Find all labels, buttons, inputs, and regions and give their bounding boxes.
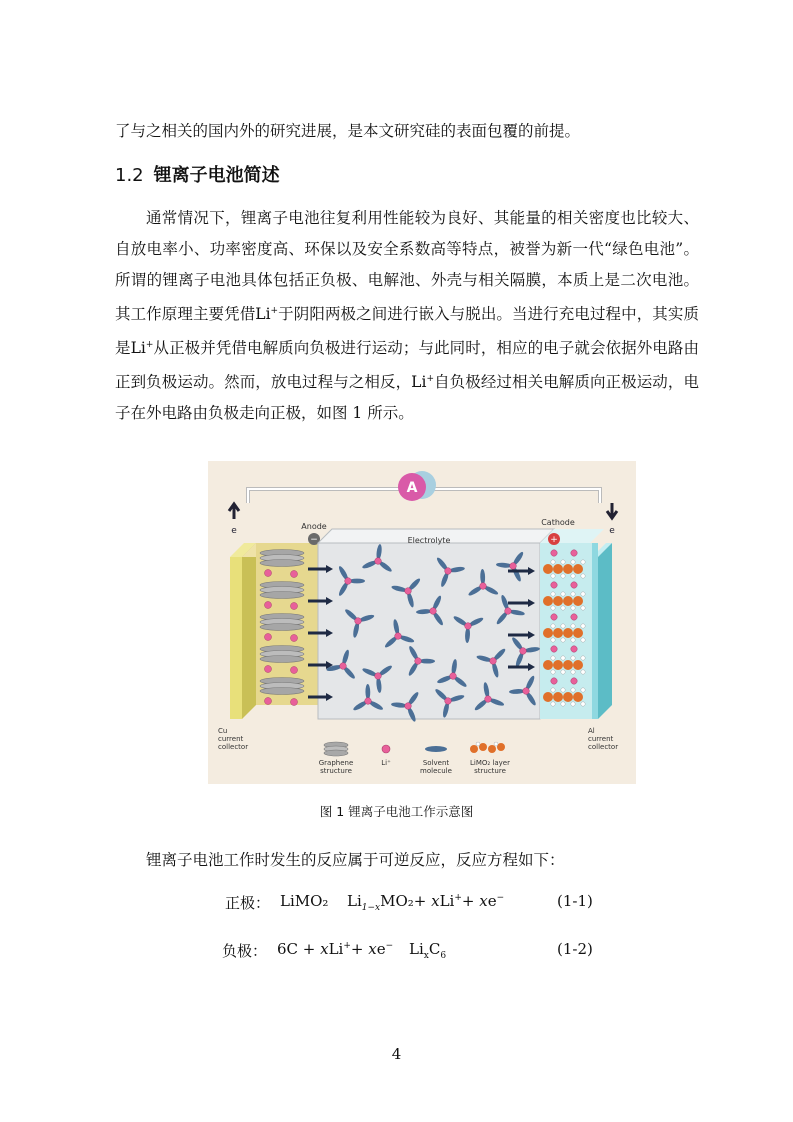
- cathode-li-ion: [551, 614, 557, 620]
- cathode-li-ion: [571, 646, 577, 652]
- oxygen-atom: [581, 574, 585, 578]
- graphene-sheet: [260, 688, 304, 695]
- oxygen-atom: [561, 688, 565, 692]
- legend-limo2-2: structure: [474, 767, 506, 775]
- legend-graphene-1: Graphene: [318, 759, 354, 767]
- oxygen-atom: [551, 702, 555, 706]
- legend-solvent-1: Solvent: [422, 759, 450, 767]
- equation-2-number: (1-2): [557, 940, 593, 958]
- limo2-atom: [573, 692, 583, 702]
- cathode-li-ion: [571, 614, 577, 620]
- limo2-atom: [553, 564, 563, 574]
- para-text-2: 于阴阳两极之间进行嵌入与脱出。当进行充电过程中，其实质是Li: [115, 305, 699, 358]
- graphene-sheet: [260, 656, 304, 663]
- electron-label-left: e: [231, 526, 237, 536]
- al-label-2: current: [588, 735, 614, 743]
- oxygen-atom: [581, 670, 585, 674]
- eq2-e: e: [376, 940, 386, 958]
- equation-1-label: 正极：: [225, 894, 271, 912]
- oxygen-atom: [571, 670, 575, 674]
- eq2-sup: +: [343, 941, 351, 951]
- limo2-atom: [563, 628, 573, 638]
- anode-sign: −: [310, 535, 318, 545]
- oxygen-atom: [551, 670, 555, 674]
- equation-2-label: 负极：: [222, 942, 268, 960]
- figure-caption: 图 1 锂离子电池工作示意图: [319, 804, 474, 819]
- equation-2-lhs: [277, 940, 393, 958]
- oxygen-atom: [581, 688, 585, 692]
- oxygen-atom: [581, 656, 585, 660]
- solvated-li-ion: [405, 588, 412, 595]
- oxygen-atom: [551, 624, 555, 628]
- al-collector-side: [598, 543, 612, 719]
- anode-li-ion: [291, 635, 298, 642]
- eq1-x1: x: [431, 892, 440, 910]
- solvated-li-ion: [445, 698, 452, 705]
- solvated-li-ion: [405, 703, 412, 710]
- oxygen-atom: [551, 574, 555, 578]
- eq2-rhs-sub: x: [423, 951, 429, 961]
- oxygen-atom: [561, 656, 565, 660]
- legend-limo2-1: LiMO₂ layer: [470, 759, 510, 767]
- solvated-li-ion: [415, 658, 422, 665]
- oxygen-atom: [581, 624, 585, 628]
- anode-li-ion: [291, 667, 298, 674]
- solvated-li-ion: [355, 618, 362, 625]
- para-text-1: 通常情况下，锂离子电池往复利用性能较为良好、其能量的相关密度也比较大、自放电率小、功率密度高、环保以及安全系数高等特点，被誉为新一代“绿色电池”。所谓的锂离子电池具体包括正负极、电解池、外壳与相关隔膜，本质上是二次电池。其工作原理主要凭借Li: [115, 209, 699, 324]
- legend-graphene-icon: [324, 742, 348, 756]
- solvated-li-ion: [365, 698, 372, 705]
- al-collector-plate: [592, 543, 598, 719]
- cu-label-2: current: [218, 735, 244, 743]
- oxygen-atom: [561, 638, 565, 642]
- eq1-x2: x: [479, 892, 488, 910]
- para-text-3: 从正极并凭借电解质向负极进行运动；与此同时，相应的电子就会依据外电路由正到负极运动。然而，放电过程与之相反，Li: [115, 339, 699, 392]
- section-heading: [115, 161, 280, 187]
- oxygen-atom: [561, 670, 565, 674]
- legend-li-ion-icon: [382, 745, 390, 753]
- al-label-1: Al: [588, 727, 595, 735]
- graphene-sheet: [260, 624, 304, 631]
- oxygen-atom: [551, 688, 555, 692]
- oxygen-atom: [561, 606, 565, 610]
- electron-label-right: e: [609, 526, 615, 536]
- legend-graphene-2: structure: [320, 767, 352, 775]
- cathode-li-ion: [551, 550, 557, 556]
- limo2-atom: [553, 692, 563, 702]
- eq1-li2: Li: [439, 892, 455, 910]
- solvated-li-ion: [345, 578, 352, 585]
- anode-li-ion: [291, 699, 298, 706]
- oxygen-atom: [561, 624, 565, 628]
- solvated-li-ion: [505, 608, 512, 615]
- al-label-3: collector: [588, 743, 619, 751]
- electrolyte-label: Electrolyte: [407, 536, 451, 545]
- limo2-atom: [553, 596, 563, 606]
- li-sup-1: +: [270, 306, 279, 316]
- eq1-li: Li: [347, 892, 362, 910]
- oxygen-atom: [581, 606, 585, 610]
- oxygen-atom: [571, 638, 575, 642]
- eq2-rhs-c: C: [428, 940, 441, 958]
- battery-figure: [208, 461, 636, 784]
- solvated-li-ion: [375, 673, 382, 680]
- limo2-atom: [563, 660, 573, 670]
- limo2-atom: [573, 660, 583, 670]
- eq2-rhs-li: Li: [409, 940, 424, 958]
- cathode-label: Cathode: [541, 518, 575, 527]
- legend-li-ion: Li⁺: [381, 759, 391, 767]
- limo2-atom: [553, 660, 563, 670]
- solvated-li-ion: [465, 623, 472, 630]
- solvated-li-ion: [430, 608, 437, 615]
- page-number: 4: [391, 1045, 402, 1063]
- section-title: 锂离子电池简述: [153, 165, 280, 186]
- oxygen-atom: [551, 656, 555, 660]
- solvated-li-ion: [450, 673, 457, 680]
- oxygen-atom: [581, 638, 585, 642]
- oxygen-atom: [571, 592, 575, 596]
- eq1-sup2: −: [496, 893, 505, 903]
- oxygen-atom: [551, 638, 555, 642]
- solvated-li-ion: [395, 633, 402, 640]
- oxygen-atom: [561, 592, 565, 596]
- solvated-li-ion: [340, 663, 347, 670]
- oxygen-atom: [571, 574, 575, 578]
- anode-label: Anode: [301, 522, 327, 531]
- ammeter-label: A: [406, 480, 418, 496]
- oxygen-atom: [571, 656, 575, 660]
- equation-1-rhs: [347, 892, 504, 913]
- oxygen-atom: [571, 688, 575, 692]
- solvated-li-ion: [375, 558, 382, 565]
- cathode-li-ion: [571, 582, 577, 588]
- eq2-li: Li: [328, 940, 344, 958]
- oxygen-atom: [571, 560, 575, 564]
- eq2-x1: x: [320, 940, 329, 958]
- anode-li-ion: [291, 603, 298, 610]
- section-number: 1.2: [115, 165, 144, 186]
- legend-solvent-2: molecule: [420, 767, 452, 775]
- oxygen-atom: [551, 592, 555, 596]
- limo2-atom: [573, 596, 583, 606]
- eq1-plus: +: [461, 892, 480, 910]
- anode-li-ion: [265, 634, 272, 641]
- electrolyte-region: [318, 543, 540, 719]
- oxygen-atom: [561, 702, 565, 706]
- solvated-li-ion: [485, 696, 492, 703]
- graphene-sheet: [260, 592, 304, 599]
- cu-collector-side: [242, 543, 256, 719]
- eq2-x2: x: [368, 940, 377, 958]
- limo2-atom: [543, 660, 553, 670]
- eq2-6c: 6C +: [277, 940, 321, 958]
- equation-1-number: (1-1): [557, 892, 593, 910]
- oxygen-atom: [571, 606, 575, 610]
- eq2-sup2: −: [385, 941, 394, 951]
- limo2-atom: [543, 596, 553, 606]
- oxygen-atom: [581, 560, 585, 564]
- oxygen-atom: [581, 702, 585, 706]
- oxygen-atom: [571, 624, 575, 628]
- eq1-sub: 1−x: [361, 903, 381, 913]
- para-text-4: 自负极经过相关电解质向正极运动，电子在外电路由负极走向正极，如图 1 所示。: [115, 373, 699, 423]
- eq1-e: e: [487, 892, 497, 910]
- graphene-sheet: [260, 560, 304, 567]
- eq2-plus: +: [350, 940, 369, 958]
- solvated-li-ion: [490, 658, 497, 665]
- limo2-atom: [553, 628, 563, 638]
- eq1-sup: +: [454, 893, 462, 903]
- cu-label-3: collector: [218, 743, 249, 751]
- oxygen-atom: [551, 560, 555, 564]
- cathode-li-ion: [571, 550, 577, 556]
- cu-collector-plate: [230, 557, 242, 719]
- reaction-intro: 锂离子电池工作时发生的反应属于可逆反应，反应方程如下：: [146, 851, 565, 869]
- oxygen-atom: [581, 592, 585, 596]
- li-sup-2: +: [145, 340, 154, 351]
- cathode-li-ion: [571, 678, 577, 684]
- equation-2-rhs: [409, 940, 446, 961]
- legend-solvent-icon: [425, 746, 447, 752]
- solvated-li-ion: [510, 563, 517, 570]
- limo2-atom: [563, 564, 573, 574]
- limo2-atom: [543, 692, 553, 702]
- solvated-li-ion: [480, 583, 487, 590]
- solvated-li-ion: [520, 648, 527, 655]
- eq1-mo2: MO₂+: [380, 892, 432, 910]
- cathode-li-ion: [551, 646, 557, 652]
- li-sup-3: +: [426, 374, 434, 385]
- limo2-atom: [573, 628, 583, 638]
- limo2-atom: [543, 628, 553, 638]
- anode-li-ion: [291, 571, 298, 578]
- body-paragraph: [115, 203, 699, 429]
- anode-li-ion: [265, 602, 272, 609]
- cathode-li-ion: [551, 678, 557, 684]
- oxygen-atom: [561, 560, 565, 564]
- limo2-atom: [573, 564, 583, 574]
- equation-1-lhs: LiMO₂: [280, 892, 329, 910]
- limo2-atom: [563, 596, 573, 606]
- battery-diagram: [208, 461, 636, 784]
- oxygen-atom: [551, 606, 555, 610]
- limo2-atom: [563, 692, 573, 702]
- limo2-atom: [543, 564, 553, 574]
- top-line: 了与之相关的国内外的研究进展，是本文研究硅的表面包覆的前提。: [115, 122, 581, 140]
- anode-li-ion: [265, 698, 272, 705]
- oxygen-atom: [561, 574, 565, 578]
- cu-label-1: Cu: [218, 727, 228, 735]
- anode-li-ion: [265, 570, 272, 577]
- anode-li-ion: [265, 666, 272, 673]
- oxygen-atom: [571, 702, 575, 706]
- eq2-rhs-sub2: 6: [440, 951, 447, 961]
- cathode-li-ion: [551, 582, 557, 588]
- solvated-li-ion: [523, 688, 530, 695]
- solvated-li-ion: [445, 568, 452, 575]
- cathode-sign: +: [550, 535, 558, 545]
